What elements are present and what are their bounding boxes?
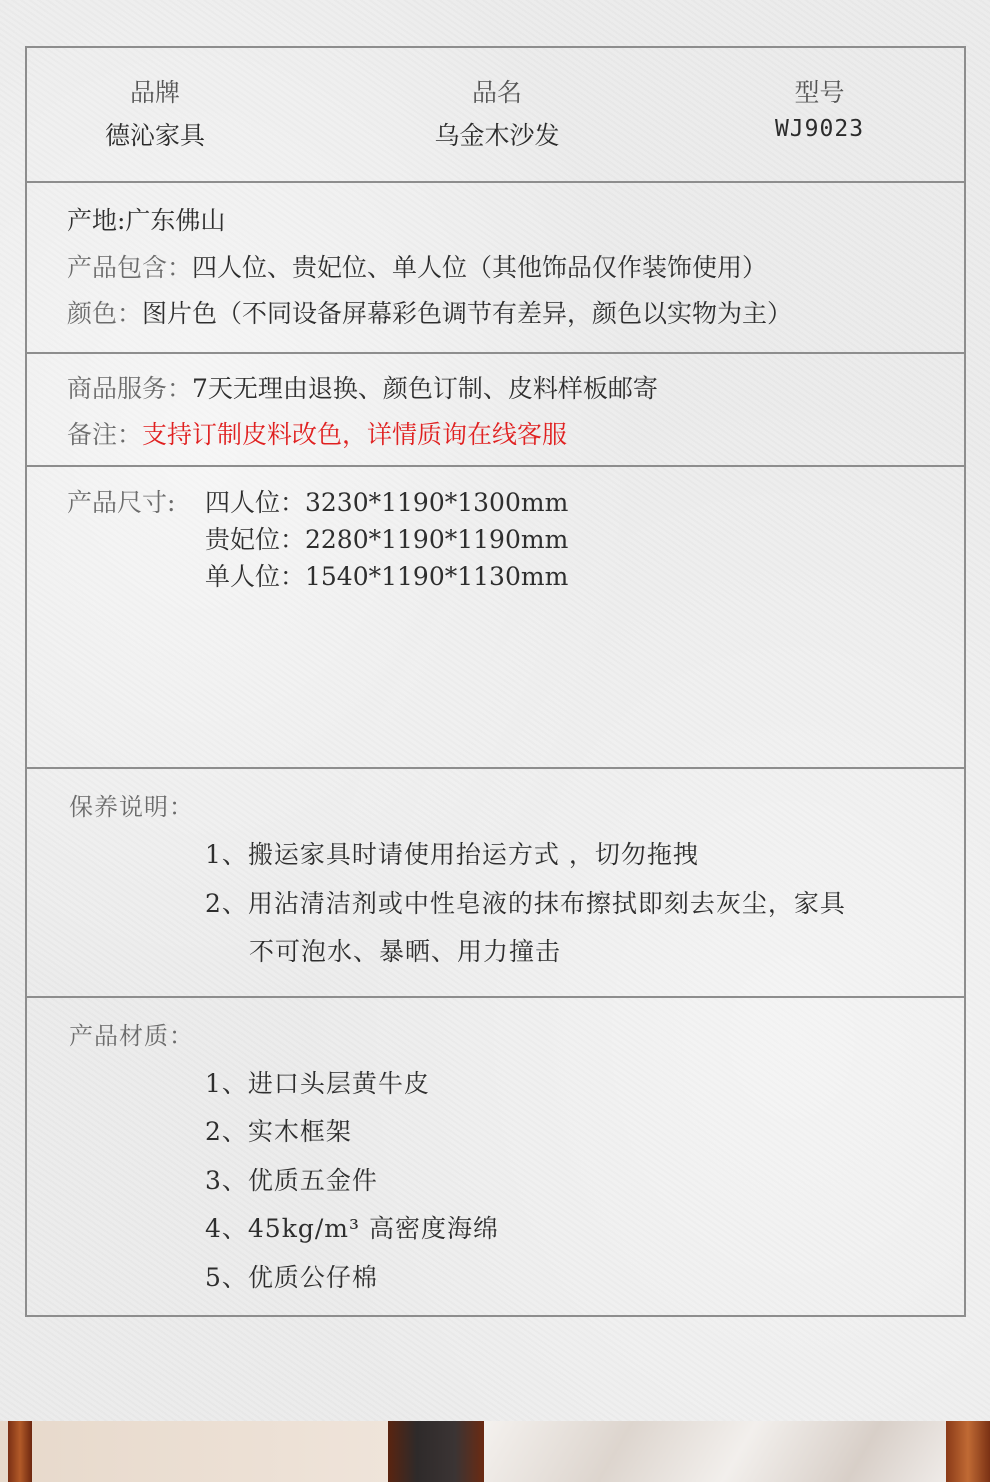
dimensions-label: 产品尺寸: [67, 488, 176, 517]
material-item: 4、45kg/m³ 高密度海绵 [205, 1214, 499, 1243]
name-label: 品名 [471, 78, 522, 107]
dimensions-row [27, 465, 964, 769]
includes-key: 产品包含： [67, 253, 193, 282]
material-item: 1、进口头层黄牛皮 [205, 1069, 430, 1098]
dimension-item: 贵妃位：2280*1190*1190mm [205, 525, 569, 554]
model-value: WJ9023 [774, 116, 865, 142]
care-item: 2、用沾清洁剂或中性皂液的抹布擦拭即刻去灰尘，家具 [205, 889, 846, 918]
includes-line [67, 248, 767, 284]
care-label: 保养说明： [69, 793, 194, 821]
origin-line: 产地:广东佛山 [67, 206, 226, 235]
color-value: 图片色（不同设备屏幕彩色调节有差异，颜色以实物为主） [142, 299, 793, 328]
color-line [67, 294, 792, 330]
material-item: 3、优质五金件 [205, 1166, 378, 1195]
brand-label: 品牌 [129, 78, 180, 107]
product-photo-strip [0, 1421, 990, 1482]
header-row [27, 48, 964, 183]
material-item: 2、实木框架 [205, 1117, 352, 1146]
dimension-item: 单人位：1540*1190*1130mm [205, 562, 569, 591]
wood-frame-left [8, 1421, 32, 1482]
care-item-continuation: 不可泡水、暴晒、用力撞击 [249, 937, 562, 966]
service-line [67, 369, 658, 405]
name-value: 乌金木沙发 [434, 121, 560, 150]
includes-value: 四人位、贵妃位、单人位（其他饰品仅作装饰使用） [192, 253, 768, 282]
note-key: 备注： [67, 420, 143, 449]
wood-frame-right [946, 1421, 990, 1482]
spec-table [25, 46, 966, 1317]
color-key: 颜色： [67, 299, 143, 328]
material-label: 产品材质： [69, 1022, 194, 1050]
wood-frame-middle [388, 1421, 484, 1482]
marble-panel [484, 1421, 946, 1482]
note-line [67, 415, 567, 451]
model-label: 型号 [794, 78, 845, 107]
dimension-item: 四人位：3230*1190*1300mm [205, 488, 569, 517]
care-item: 1、搬运家具时请使用抬运方式 ，切勿拖拽 [205, 840, 699, 869]
brand-value: 德沁家具 [104, 121, 205, 150]
service-row [27, 352, 964, 467]
material-row [27, 996, 964, 1317]
service-value: 7天无理由退换、颜色订制、皮料样板邮寄 [192, 374, 658, 403]
care-row [27, 767, 964, 998]
note-value: 支持订制皮料改色，详情质询在线客服 [142, 420, 568, 449]
service-key: 商品服务： [67, 374, 193, 403]
material-item: 5、优质公仔棉 [205, 1263, 378, 1292]
info-row [27, 181, 964, 354]
